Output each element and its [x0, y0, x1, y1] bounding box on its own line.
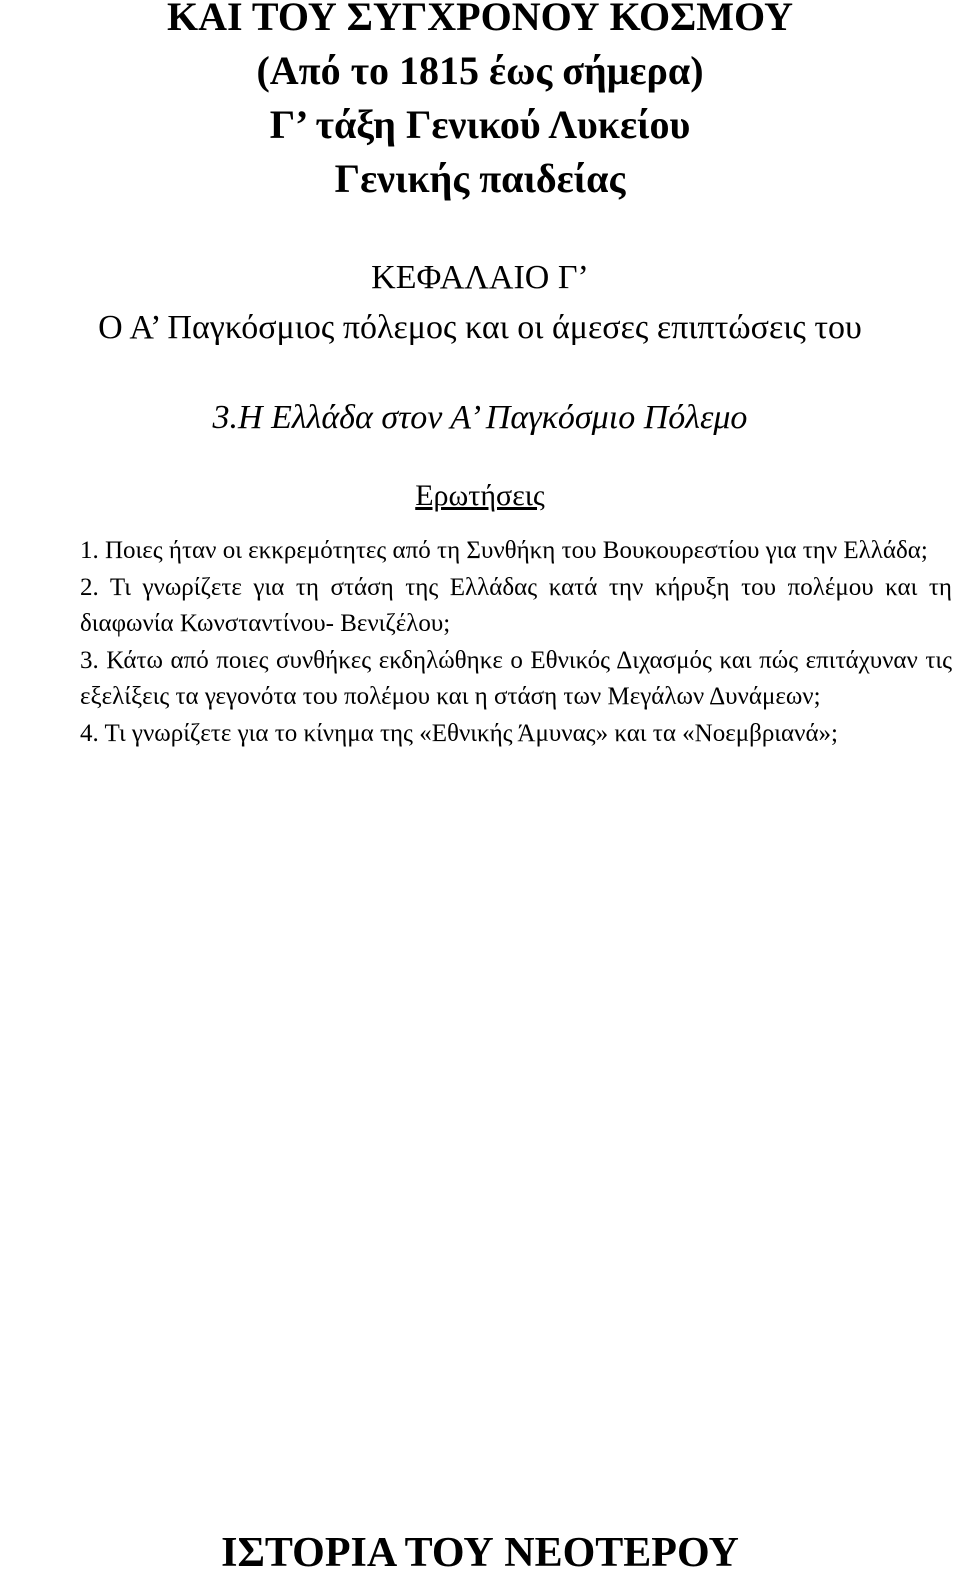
question-item-4: 4. Τι γνωρίζετε για το κίνημα της «Εθνικής Άμυνας» και τα «Νοεμβριανά»;	[80, 719, 838, 747]
chapter-label: ΚΕΦΑΛΑΙΟ Γ’	[371, 259, 589, 296]
next-book-title: ΙΣΤΟΡΙΑ ΤΟΥ ΝΕΟΤΕΡΟΥ	[221, 1530, 739, 1576]
question-item-1: 1. Ποιες ήταν οι εκκρεμότητες από τη Συνθήκη του Βουκουρεστίου για την Ελλάδα;	[80, 537, 928, 564]
question-item-3: 3. Κάτω από ποιες συνθήκες εκδηλώθηκε ο Εθνικός Διχασμός και πώς επιτάχυναν τις εξελίξεις τα γεγονότα του πολέμου και η στάση των Μεγάλων Δυνάμεων;	[80, 646, 952, 710]
book-title-line-1: ΚΑΙ ΤΟΥ ΣΥΓΧΡΟΝΟΥ ΚΟΣΜΟΥ	[167, 0, 793, 39]
section-title: 3.Η Ελλάδα στον Α’ Παγκόσμιο Πόλεμο	[212, 399, 748, 436]
question-item-2: 2. Τι γνωρίζετε για τη στάση της Ελλάδας κατά την κήρυξη του πολέμου και τη διαφωνία Κωνσταντίνου- Βενιζέλου;	[80, 573, 952, 637]
chapter-title: Ο Α’ Παγκόσμιος πόλεμος και οι άμεσες επιπτώσεις του	[98, 309, 862, 346]
book-title-line-2: (Από το 1815 έως σήμερα)	[256, 48, 704, 93]
book-title-line-4: Γενικής παιδείας	[334, 156, 626, 201]
questions-heading: Ερωτήσεις	[415, 479, 545, 512]
questions-list	[80, 533, 952, 752]
book-title-line-3: Γ’ τάξη Γενικού Λυκείου	[269, 102, 691, 147]
